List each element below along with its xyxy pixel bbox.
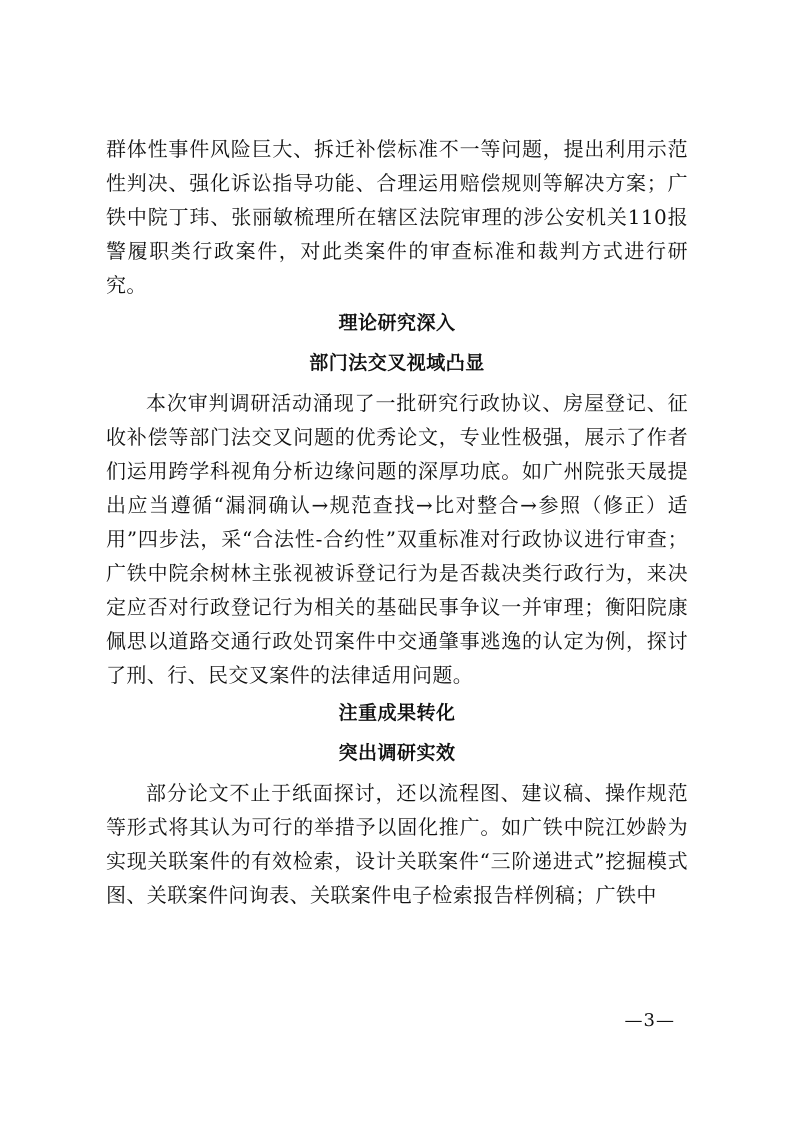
section-paragraph: 本次审判调研活动涌现了一批研究行政协议、房屋登记、征收补偿等部门法交叉问题的优秀论文，专业性极强，展示了作者们运用跨学科视角分析边缘问题的深厚功底。如广州院张天晟提出应当遵循“漏洞确认→规范查找→比对整合→参照（修正）适用”四步法，采“合法性-合约性”双重标准对行政协议进行审查；广铁中院余树林主张视被诉登记行为是否裁决类行政行为，来决定应否对行政登记行为相关的基础民事争议一并审理；衡阳院康佩思以道路交通行政处罚案件中交通肇事逃逸的认定为例，探讨了刑、行、民交叉案件的法律适用问题。	[106, 391, 688, 687]
section-paragraph: 部分论文不止于纸面探讨，还以流程图、建议稿、操作规范等形式将其认为可行的举措予以固化推广。如广铁中院江妙龄为实现关联案件的有效检索，设计关联案件“三阶递进式”挖掘模式图、关联案件问询表、关联案件电子检索报告样例稿；广铁中	[106, 781, 688, 907]
section-heading-line-2: 部门法交叉视域凸显	[309, 352, 485, 374]
paragraph-continuation: 群体性事件风险巨大、拆迁补偿标准不一等问题，提出利用示范性判决、强化诉讼指导功能、合理运用赔偿规则等解决方案；广铁中院丁玮、张丽敏梳理所在辖区法院审理的涉公安机关110报警履职类行政案件，对此类案件的审查标准和裁判方式进行研究。	[106, 137, 688, 297]
page-number: —3—	[624, 1010, 675, 1031]
section-heading-line-1: 注重成果转化	[338, 702, 456, 724]
section-heading-line-2: 突出调研实效	[338, 742, 456, 764]
section-heading-line-1: 理论研究深入	[338, 312, 456, 334]
document-body	[106, 132, 688, 912]
